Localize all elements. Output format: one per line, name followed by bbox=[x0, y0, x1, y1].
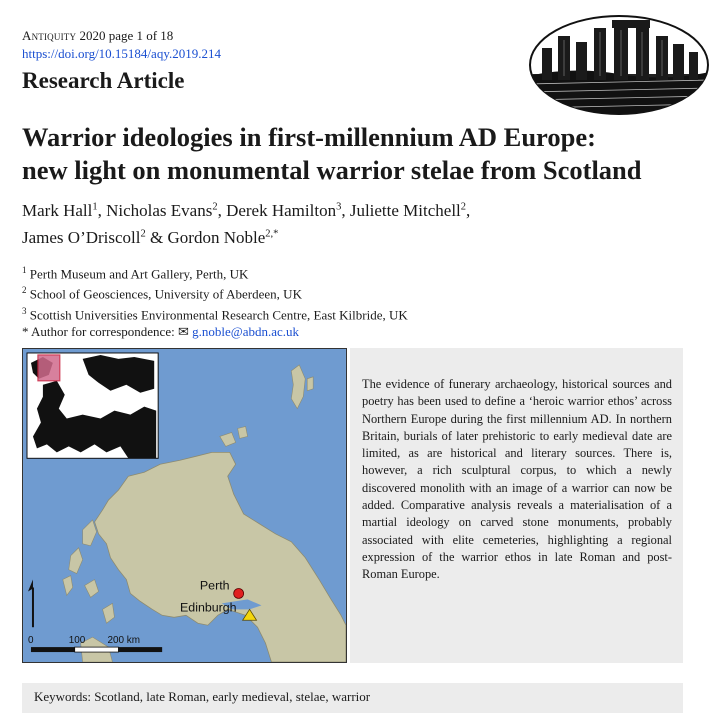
perth-marker bbox=[234, 588, 244, 598]
abstract-text: The evidence of funerary archaeology, historical sources and poetry has been used to define a ‘heroic warrior ethos’ across Northern Europe during the first millennium AD. In northern Britain, burials of later prehistoric to early medieval date are limited, as are historical and literary sources. There is, however, a rich sculptural corpus, to which a newly discovered monolith with an image of a warrior can now be added. Comparative analysis reveals a materialisation of a martial ideology on carved stone monuments, probably associated with elite cemeteries, highlighting a regional expression of the warrior ethos in late Roman and post-Roman Europe. bbox=[362, 377, 672, 582]
edinburgh-label: Edinburgh bbox=[180, 600, 237, 615]
correspondence-email-link[interactable]: g.noble@abdn.ac.uk bbox=[192, 323, 300, 339]
author-list bbox=[22, 195, 712, 250]
affiliations bbox=[22, 262, 408, 340]
scale-tick: 0 bbox=[28, 635, 34, 647]
inset-europe-map bbox=[27, 353, 158, 458]
article-title bbox=[22, 121, 712, 187]
correspondence-line: * Author for correspondence: ✉ g.noble@abdn.ac.uk bbox=[22, 323, 300, 339]
journal-name: Antiquity bbox=[22, 28, 77, 43]
article-type-heading: Research Article bbox=[22, 68, 185, 93]
keywords-text: Keywords: Scotland, late Roman, early medieval, stelae, warrior bbox=[34, 689, 371, 704]
perth-label: Perth bbox=[199, 578, 230, 593]
journal-logo bbox=[528, 14, 710, 116]
author: James O’Driscoll$^2$ & bbox=[22, 228, 168, 248]
author: Derek Hamilton$^3$, bbox=[226, 200, 350, 220]
scale-tick: 100 bbox=[68, 635, 86, 647]
author: Mark Hall$^1$, bbox=[22, 200, 107, 220]
title-line-1: Warrior ideologies in first-millennium AD Europe: bbox=[22, 122, 596, 152]
author: Nicholas Evans$^2$, bbox=[106, 200, 227, 220]
title-line-2: new light on monumental warrior stelae from Scotland bbox=[22, 155, 642, 185]
doi-link[interactable]: https://doi.org/10.15184/aqy.2019.214 bbox=[22, 46, 221, 61]
keywords-box bbox=[22, 683, 683, 713]
scale-tick: 200 km bbox=[107, 635, 141, 647]
envelope-icon: ✉ bbox=[177, 323, 189, 339]
author: Gordon Noble$^{2,*}$ bbox=[167, 228, 279, 248]
affiliation: $^3$ Scottish Universities Environmental Research Centre, East Kilbride, UK bbox=[22, 305, 408, 322]
author: Juliette Mitchell$^2$, bbox=[349, 200, 471, 220]
affiliation: $^1$ Perth Museum and Art Gallery, Perth, UK bbox=[22, 265, 249, 282]
abstract-box bbox=[350, 348, 683, 663]
journal-year-pages: 2020 page 1 of 18 bbox=[79, 28, 174, 43]
journal-citation bbox=[22, 28, 173, 44]
affiliation: $^2$ School of Geosciences, University of Aberdeen, UK bbox=[22, 285, 302, 302]
location-map bbox=[22, 348, 347, 663]
